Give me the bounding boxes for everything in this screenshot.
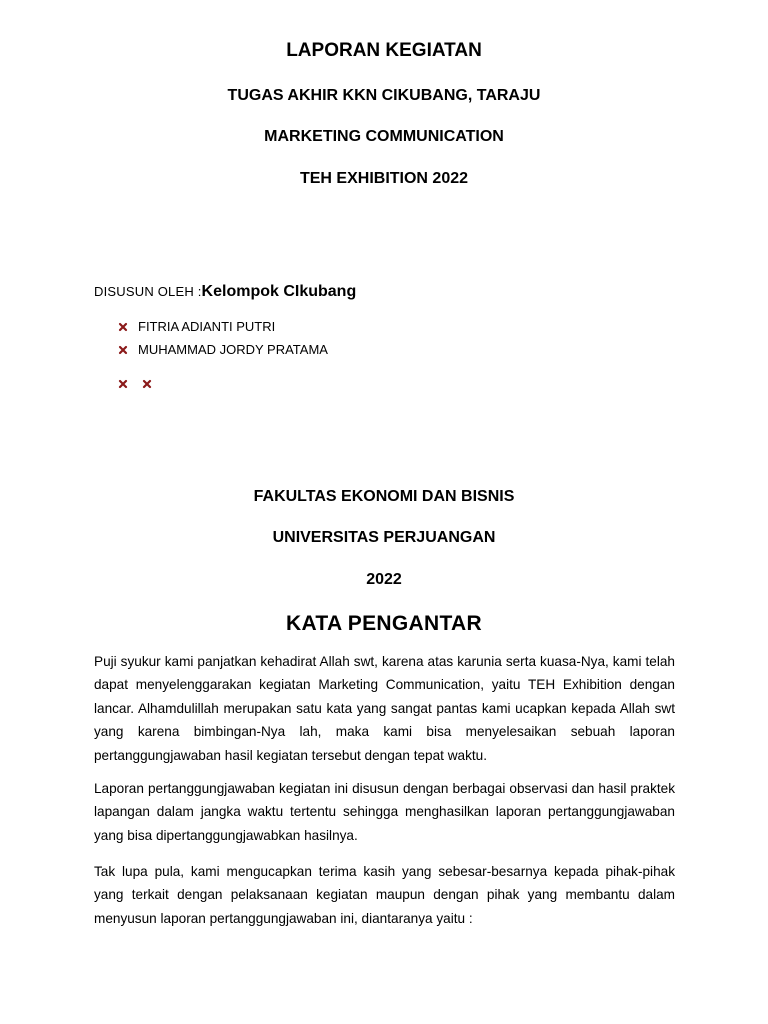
report-event: TEH EXHIBITION 2022 — [299, 170, 469, 187]
university-name: UNIVERSITAS PERJUANGAN — [272, 529, 496, 546]
member-name: MUHAMMAD JORDY PRATAMA — [138, 342, 328, 357]
report-program: MARKETING COMMUNICATION — [264, 128, 504, 145]
x-mark-bullet-icon — [118, 322, 128, 332]
list-item — [118, 319, 275, 334]
list-item — [118, 342, 328, 357]
year: 2022 — [366, 571, 402, 588]
faculty-name: FAKULTAS EKONOMI DAN BISNIS — [253, 488, 515, 505]
report-title: LAPORAN KEGIATAN — [286, 40, 482, 61]
member-name: FITRIA ADIANTI PUTRI — [138, 319, 276, 334]
section-title: KATA PENGANTAR — [286, 612, 482, 635]
author-label: DISUSUN OLEH : — [94, 284, 202, 299]
preface-paragraph: Tak lupa pula, kami mengucapkan terima kasih yang sebesar-besarnya kepada pihak-pihak yang terkait dengan pelaksanaan kegiatan maupun dengan pihak yang membantu dalam menyusun laporan pertanggungjawaban ini, diantaranya yaitu : — [94, 864, 675, 926]
x-mark-bullet-icon — [142, 379, 152, 389]
author-group-name: Kelompok CIkubang — [201, 283, 357, 300]
report-subtitle: TUGAS AKHIR KKN CIKUBANG, TARAJU — [227, 87, 541, 104]
x-mark-bullet-icon — [118, 379, 128, 389]
preface-paragraph: Puji syukur kami panjatkan kehadirat Allah swt, karena atas karunia serta kuasa-Nya, kami telah dapat menyelenggarakan kegiatan Marketing Communication, yaitu TEH Exhibition dengan lancar. Alhamdulillah merupakan satu kata yang sangat pantas kami ucapkan kepada Allah swt yang karena bimbingan-Nya lah, maka kami bisa menyelesaikan sebuah laporan pertanggungjawaban hasil kegiatan tersebut dengan tepat waktu. — [94, 654, 675, 763]
x-mark-bullet-icon — [118, 345, 128, 355]
author-line — [94, 283, 356, 301]
preface-paragraph: Laporan pertanggungjawaban kegiatan ini disusun dengan berbagai observasi dan hasil praktek lapangan dalam jangka waktu tertentu sehingga menghasilkan laporan pertanggungjawaban yang bisa dipertanggungjawabkan hasilnya. — [94, 781, 675, 843]
